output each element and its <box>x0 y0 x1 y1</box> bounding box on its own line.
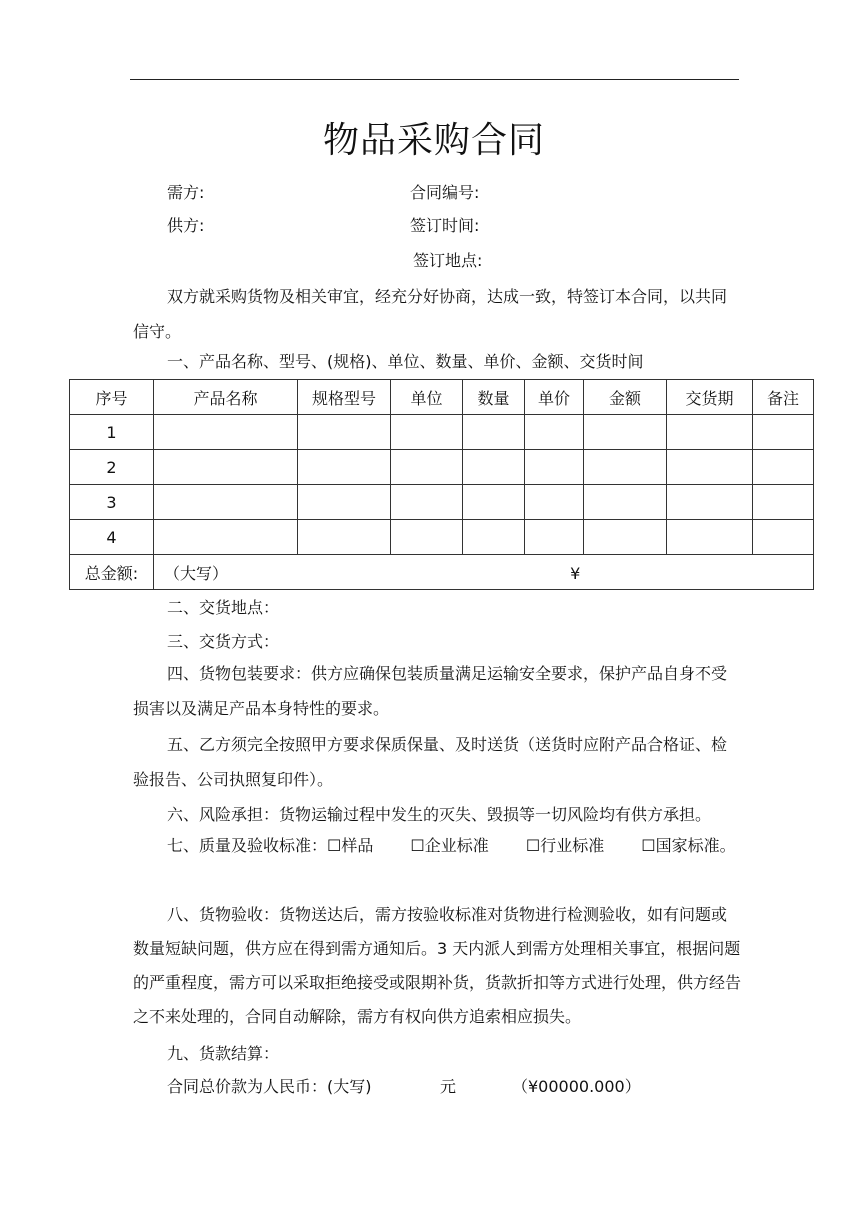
section-3-heading: 三、交货方式： <box>167 632 280 651</box>
table-cell <box>667 450 753 485</box>
table-row <box>70 415 814 450</box>
intro-paragraph: 双方就采购货物及相关审宜，经充分好协商，达成一致，特签订本合同，以共同信守。 <box>133 287 728 341</box>
supplier-label: 供方: <box>167 216 205 235</box>
table-cell <box>753 485 814 520</box>
table-header-row <box>70 380 814 415</box>
section-9-heading: 九、货款结算： <box>167 1044 280 1063</box>
table-cell <box>154 450 298 485</box>
section-7-paragraph: 七、质量及验收标准：☐样品 ☐企业标准 ☐行业标准 ☐国家标准。 <box>167 836 736 855</box>
header-cell: 金额 <box>584 380 667 415</box>
table-cell <box>584 485 667 520</box>
total-amount-cell <box>154 555 814 590</box>
table-cell <box>391 450 463 485</box>
header-cell: 序号 <box>70 380 154 415</box>
contract-number-label: 合同编号: <box>410 183 480 202</box>
table-row <box>70 450 814 485</box>
payment-label: 合同总价款为人民币：(大写) <box>167 1077 372 1096</box>
section-6-paragraph: 六、风险承担：货物运输过程中发生的灭失、毁损等一切风险均有供方承担。 <box>167 805 712 824</box>
table-cell <box>463 415 525 450</box>
table-cell <box>584 450 667 485</box>
header-cell: 数量 <box>463 380 525 415</box>
header-cell: 单价 <box>525 380 584 415</box>
total-daxie-label: （大写） <box>164 563 229 583</box>
table-cell <box>154 485 298 520</box>
table-cell <box>525 450 584 485</box>
table-cell <box>667 415 753 450</box>
table-cell <box>525 485 584 520</box>
table-cell <box>154 520 298 555</box>
table-cell <box>463 485 525 520</box>
row-number-cell: 1 <box>70 415 154 450</box>
table-cell <box>463 450 525 485</box>
table-cell <box>525 520 584 555</box>
table-cell <box>298 485 391 520</box>
table-cell <box>525 415 584 450</box>
sign-place-label: 签订地点: <box>413 251 483 270</box>
goods-table <box>69 379 814 590</box>
table-cell <box>154 415 298 450</box>
payment-amount: （¥00000.000） <box>512 1077 641 1096</box>
table-cell <box>298 520 391 555</box>
section-2-heading: 二、交货地点： <box>167 598 280 617</box>
row-number-cell: 2 <box>70 450 154 485</box>
table-cell <box>391 485 463 520</box>
table-cell <box>753 520 814 555</box>
table-row <box>70 485 814 520</box>
table-cell <box>584 520 667 555</box>
table-cell <box>298 450 391 485</box>
section-1-heading: 一、产品名称、型号、(规格)、单位、数量、单价、金额、交货时间 <box>167 352 644 371</box>
table-cell <box>463 520 525 555</box>
header-cell: 备注 <box>753 380 814 415</box>
row-number-cell: 4 <box>70 520 154 555</box>
section-5-paragraph: 五、乙方须完全按照甲方要求保质保量、及时送货（送货时应附产品合格证、检验报告、公司执照复印件）。 <box>133 735 728 789</box>
header-cell: 单位 <box>391 380 463 415</box>
table-cell <box>667 485 753 520</box>
top-rule <box>130 79 739 80</box>
sign-time-label: 签订时间: <box>410 216 480 235</box>
row-number-cell: 3 <box>70 485 154 520</box>
table-cell <box>753 450 814 485</box>
header-cell: 规格型号 <box>298 380 391 415</box>
header-cell: 产品名称 <box>154 380 298 415</box>
table-cell <box>298 415 391 450</box>
table-cell <box>667 520 753 555</box>
document-title: 物品采购合同 <box>322 120 545 161</box>
table-cell <box>753 415 814 450</box>
header-cell: 交货期 <box>667 380 753 415</box>
table-row <box>70 520 814 555</box>
total-label-cell: 总金额: <box>70 555 154 590</box>
table-cell <box>584 415 667 450</box>
table-cell <box>391 415 463 450</box>
total-row <box>70 555 814 590</box>
total-yen-sign: ¥ <box>570 563 581 583</box>
section-4-paragraph: 四、货物包装要求：供方应确保包装质量满足运输安全要求，保护产品自身不受损害以及满足产品本身特性的要求。 <box>133 664 728 718</box>
section-8-paragraph: 八、货物验收：货物送达后，需方按验收标准对货物进行检测验收，如有问题或数量短缺问题，供方应在得到需方通知后。3 天内派人到需方处理相关事宜，根据问题的严重程度，需方可以采取拒绝接受或限期补货，货款折扣等方式进行处理，供方经告之不来处理的，合同自动解除，需方有权向供方追索相应损失。 <box>133 905 742 1026</box>
table-cell <box>391 520 463 555</box>
payment-unit: 元 <box>440 1077 457 1096</box>
buyer-label: 需方: <box>167 183 205 202</box>
